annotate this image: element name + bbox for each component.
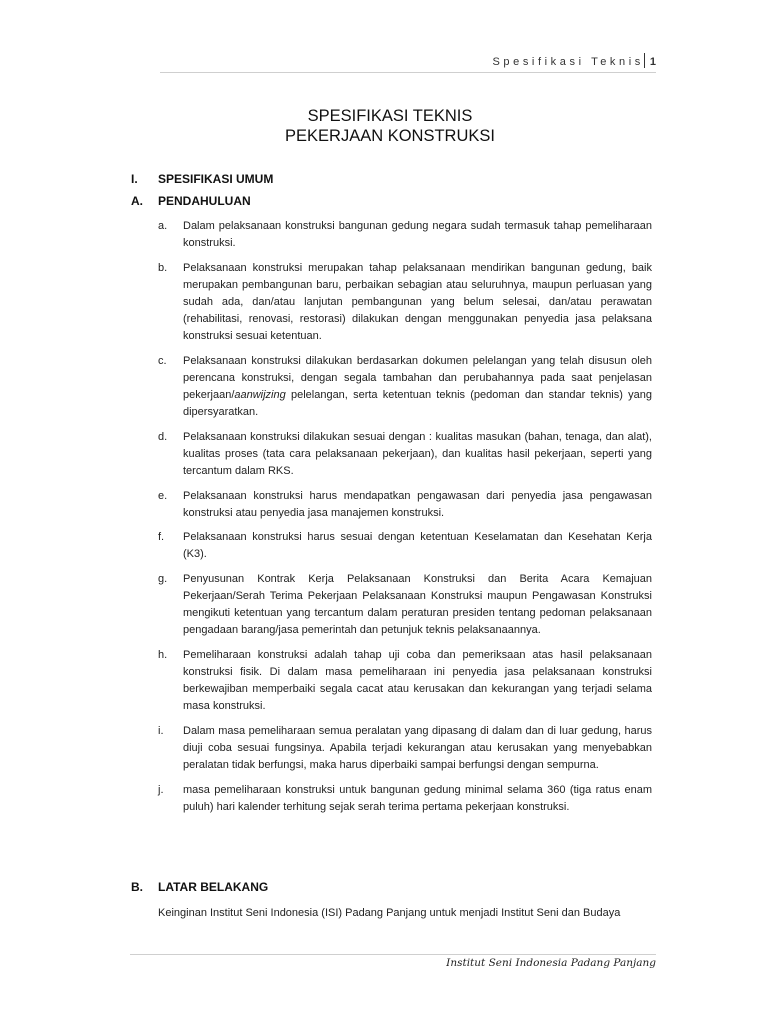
list-marker: e. [158,489,168,502]
header-separator [644,53,645,68]
list-item-text: Pelaksanaan konstruksi harus mendapatkan pengawasan dari penyedia jasa pengawasan konstruksi atau penyedia jasa manajemen konstruksi. [183,489,652,519]
list-item-text [183,353,652,422]
list-item-text: Dalam pelaksanaan konstruksi bangunan gedung negara sudah termasuk tahap pemeliharaan konstruksi. [183,220,652,250]
section-title: LATAR BELAKANG [158,880,269,894]
list-item [158,488,652,522]
list-marker: g. [158,572,168,585]
list-marker: j. [158,783,164,796]
list-marker: b. [158,261,168,274]
list-item [158,571,652,640]
list-item-text: Pelaksanaan konstruksi merupakan tahap pelaksanaan mendirikan bangunan gedung, baik merupakan pembangunan baru, perbaikan sebagian atau seluruhnya, maupun perluasan yang sudah ada, dan/atau lanjutan pembangunan yang belum selesai, dan/atau perawatan (rehabilitasi, renovasi, restorasi) dilakukan dengan menggunakan penyedia jasa pelaksana konstruksi sesuai ketentuan. [183,261,652,343]
text-segment: pelelangan, serta ketentuan teknis (pedoman dan standar teknis) yang dipersyaratkan. [183,389,652,419]
section-title: PENDAHULUAN [158,194,251,208]
list-item [158,429,652,481]
section-number: I. [131,172,138,186]
list-item [158,353,652,422]
list-item-text: Pelaksanaan konstruksi harus sesuai dengan ketentuan Keselamatan dan Kesehatan Kerja (K3). [183,531,652,561]
list-item [158,529,652,563]
list-item [158,723,652,775]
list-item-text: Pemeliharaan konstruksi adalah tahap uji coba dan pemeriksaan atas hasil pelaksanaan konstruksi fisik. Di dalam masa pemeliharaan ini penyedia jasa pelaksanaan konstruksi berkewajiban memperbaiki segala cacat atau kerusakan dan kekurangan yang terjadi selama masa konstruksi. [183,648,652,713]
footer-divider [130,954,656,955]
running-header [492,53,656,68]
section-number: A. [131,194,143,208]
latar-belakang-paragraph: Keinginan Institut Seni Indonesia (ISI) Padang Panjang untuk menjadi Institut Seni dan Budaya [158,907,621,919]
list-item [158,647,652,716]
section-title: SPESIFIKASI UMUM [158,172,274,186]
list-marker: i. [158,724,164,737]
list-item-text: Penyusunan Kontrak Kerja Pelaksanaan Konstruksi dan Berita Acara Kemajuan Pekerjaan/Serah Terima Pekerjaan Pelaksanaan Konstruksi maupun Pengawasan Konstruksi mengikuti ketentuan yang tercantum dalam peraturan presiden tentang pedoman pelaksanaan pengadaan barang/jasa pemerintah dan petunjuk teknis pelaksanaannya. [183,572,652,637]
list-marker: d. [158,430,168,443]
page-number: 1 [649,56,656,68]
document-title [130,106,650,146]
list-item [158,260,652,346]
italic-term: aanwijzing [234,389,286,402]
running-header-title: Spesifikasi Teknis [492,56,644,68]
pendahuluan-list [158,218,652,823]
footer-institution: Institut Seni Indonesia Padang Panjang [446,957,656,969]
list-marker: c. [158,354,167,367]
list-item-text: Dalam masa pemeliharaan semua peralatan yang dipasang di dalam dan di luar gedung, harus diuji coba sesuai fungsinya. Apabila terjadi kekurangan atau kerusakan yang menyebabkan peralatan tidak berfungsi, maka harus diperbaiki sampai berfungsi dengan sempurna. [183,724,652,772]
list-item-text: masa pemeliharaan konstruksi untuk bangunan gedung minimal selama 360 (tiga ratus enam puluh) hari kalender terhitung sejak serah terima pertama pekerjaan konstruksi. [183,783,652,813]
list-marker: h. [158,648,168,661]
list-item [158,782,652,816]
section-number: B. [131,880,143,894]
list-item [158,218,652,252]
text-segment: Pelaksanaan konstruksi dilakukan berdasarkan dokumen pelelangan yang telah disusun oleh perencana konstruksi, dengan segala tambahan dan perubahannya pada saat penjelasan pekerjaan/ [183,354,652,402]
list-marker: f. [158,531,165,544]
title-line-2: PEKERJAAN KONSTRUKSI [285,127,495,145]
list-marker: a. [158,220,168,232]
title-line-1: SPESIFIKASI TEKNIS [307,107,473,125]
list-item-text: Pelaksanaan konstruksi dilakukan sesuai dengan : kualitas masukan (bahan, tenaga, dan alat), kualitas proses (tata cara pelaksanaan pekerjaan), dan kualitas hasil pekerjaan, seperti yang tercantum dalam RKS. [183,430,652,478]
header-divider [160,72,656,73]
